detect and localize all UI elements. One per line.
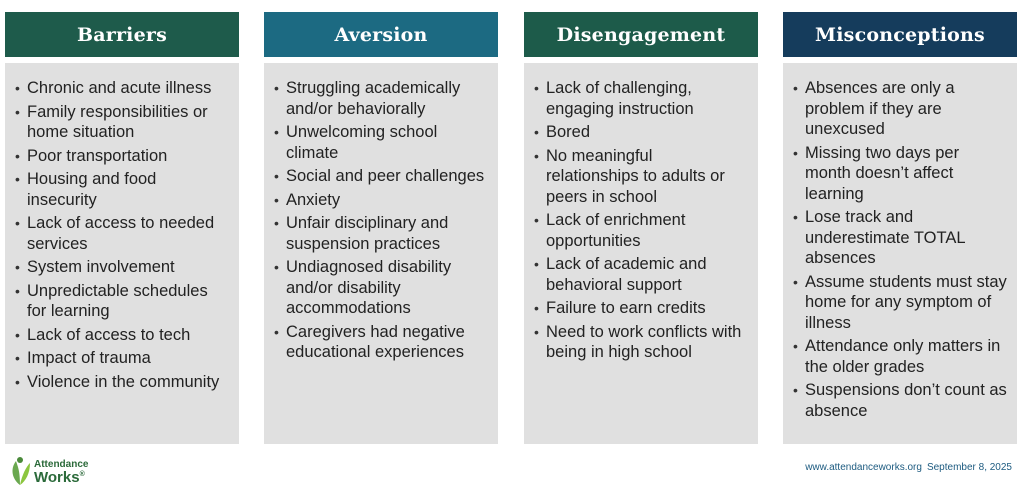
list-item: • Unfair disciplinary and suspension practices — [274, 213, 488, 254]
list-item: • Housing and food insecurity — [15, 169, 229, 210]
column-title-disengagement: Disengagement — [556, 23, 726, 46]
list-item: • Undiagnosed disability and/or disability accommodations — [274, 257, 488, 319]
list-item: • Struggling academically and/or behaviorally — [274, 78, 488, 119]
leaf-logo-icon — [8, 455, 32, 487]
list-item: • Violence in the community — [15, 372, 229, 393]
column-title-misconceptions: Misconceptions — [815, 23, 985, 46]
list-item: • Anxiety — [274, 190, 488, 211]
column-header-disengagement — [524, 12, 758, 57]
item-list-barriers — [15, 78, 229, 392]
column-body-barriers — [5, 63, 239, 444]
attendance-works-logo — [8, 453, 108, 489]
list-item: • Social and peer challenges — [274, 166, 488, 187]
list-item: • Family responsibilities or home situation — [15, 102, 229, 143]
item-list-misconceptions — [793, 78, 1007, 421]
logo-registered-mark: ® — [79, 471, 85, 478]
list-item: • Lose track and underestimate TOTAL absences — [793, 207, 1007, 269]
list-item: • Unwelcoming school climate — [274, 122, 488, 163]
list-item: • Unpredictable schedules for learning — [15, 281, 229, 322]
column-body-disengagement — [524, 63, 758, 444]
column-disengagement — [524, 12, 758, 444]
list-item: • Lack of enrichment opportunities — [534, 210, 748, 251]
column-header-aversion — [264, 12, 498, 57]
column-aversion — [264, 12, 498, 444]
list-item: • Missing two days per month doesn’t affect learning — [793, 143, 1007, 205]
list-item: • Impact of trauma — [15, 348, 229, 369]
list-item: • Lack of access to tech — [15, 325, 229, 346]
column-header-barriers — [5, 12, 239, 57]
footer-date: September 8, 2025 — [926, 462, 1012, 473]
logo-text-works — [34, 469, 85, 486]
column-title-barriers: Barriers — [76, 23, 167, 46]
logo-text-attendance: Attendance — [34, 459, 89, 470]
column-body-aversion — [264, 63, 498, 444]
item-list-disengagement — [534, 78, 748, 363]
list-item: • Lack of challenging, engaging instruction — [534, 78, 748, 119]
list-item: • Attendance only matters in the older grades — [793, 336, 1007, 377]
column-body-misconceptions — [783, 63, 1017, 444]
list-item: • System involvement — [15, 257, 229, 278]
column-header-misconceptions — [783, 12, 1017, 57]
logo-text-works-word: Works — [34, 469, 80, 486]
list-item: • No meaningful relationships to adults or peers in school — [534, 146, 748, 208]
list-item: • Failure to earn credits — [534, 298, 748, 319]
list-item: • Poor transportation — [15, 146, 229, 167]
list-item: • Caregivers had negative educational experiences — [274, 322, 488, 363]
list-item: • Need to work conflicts with being in high school — [534, 322, 748, 363]
column-title-aversion: Aversion — [334, 23, 428, 46]
item-list-aversion — [274, 78, 488, 363]
column-barriers — [5, 12, 239, 444]
list-item: • Lack of academic and behavioral support — [534, 254, 748, 295]
list-item: • Bored — [534, 122, 748, 143]
list-item: • Suspensions don’t count as absence — [793, 380, 1007, 421]
footer-url[interactable]: www.attendanceworks.org — [805, 462, 922, 473]
list-item: • Absences are only a problem if they are unexcused — [793, 78, 1007, 140]
list-item: • Lack of access to needed services — [15, 213, 229, 254]
column-misconceptions — [783, 12, 1017, 444]
list-item: • Assume students must stay home for any symptom of illness — [793, 272, 1007, 334]
footer-info — [805, 462, 1012, 473]
list-item: • Chronic and acute illness — [15, 78, 229, 99]
